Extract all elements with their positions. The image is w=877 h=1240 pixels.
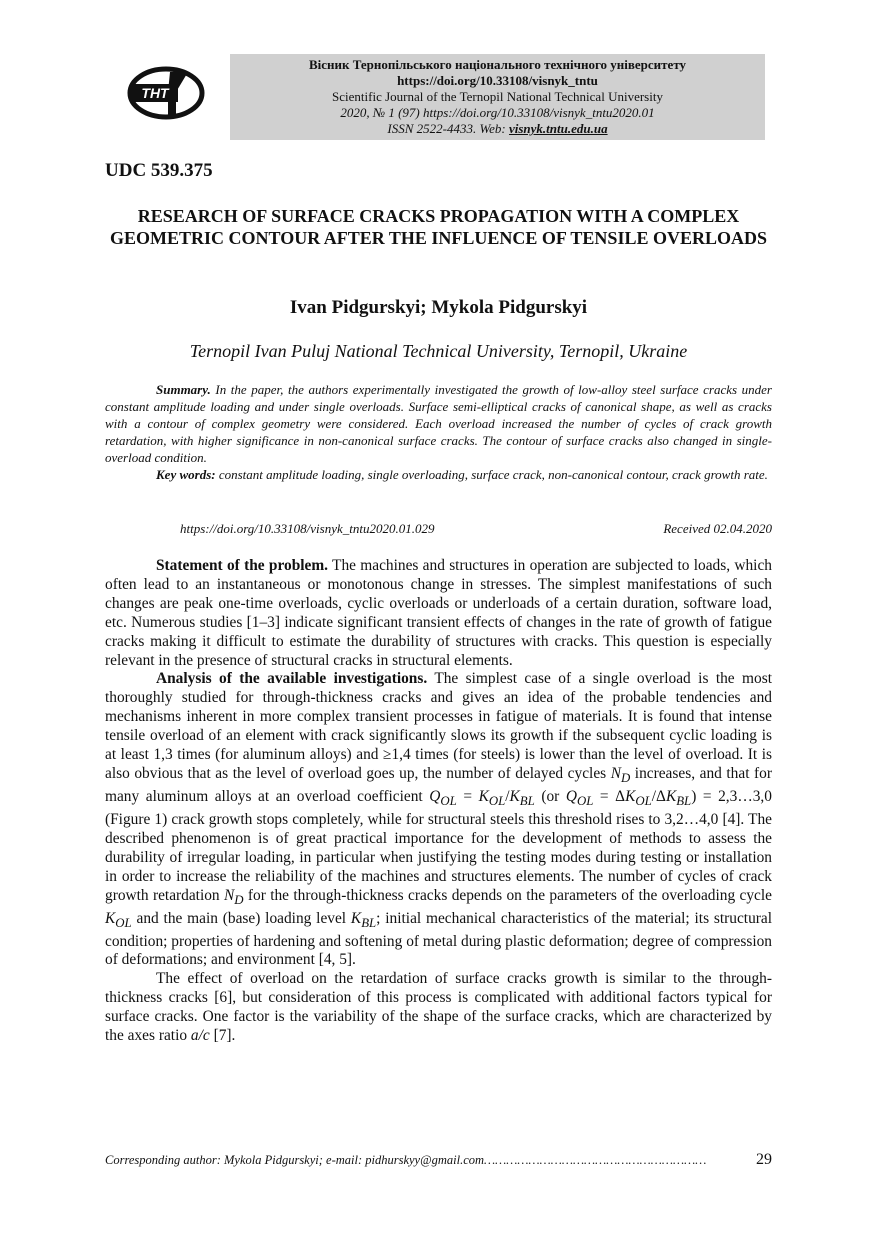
paragraph-text: The machines and structures in operation are subjected to loads, which often lead to an instantaneous or monotonous change in stresses. The simplest manifestations of such changes are peak one-time overloads, cyclic overloads or underloads of a certain duration, software load, etc. Numerous studies [1–3] indicate significant transient effects of changes in the rate of growth of fatigue cracks making it difficult to estimate the durability of structures with cracks. This question is especially relevant in the presence of structural cracks in structural elements. — [105, 557, 772, 669]
keywords-paragraph — [105, 466, 772, 483]
math-symbol: Q — [565, 787, 577, 805]
paper-title: RESEARCH OF SURFACE CRACKS PROPAGATION WITH A COMPLEX GEOMETRIC CONTOUR AFTER THE INFLUENCE OF TENSILE OVERLOADS — [110, 206, 767, 248]
udc-code: UDC 539.375 — [105, 160, 213, 181]
math-operator: / — [505, 787, 510, 805]
paragraph-problem — [105, 557, 772, 670]
paragraph-text: The effect of overload on the retardation of surface cracks growth is similar to the through-thickness cracks [6], but consideration of this process is complicated with additional factors typical for surface cracks. One factor is the variability of the shape of the surface cracks, which are characterized by the axes ratio — [105, 970, 772, 1045]
math-symbol: N — [610, 764, 621, 782]
math-subscript: BL — [361, 915, 377, 930]
paragraph-analysis — [105, 670, 772, 970]
corresponding-author: Corresponding author: Mykola Pidgurskyi; e-mail: pidhurskyy@gmail.com — [105, 1153, 485, 1167]
page-footer — [105, 1151, 772, 1169]
math-subscript: D — [620, 771, 631, 786]
abstract — [105, 381, 772, 483]
article-doi[interactable]: https://doi.org/10.33108/visnyk_tntu2020.01.029 — [180, 521, 435, 536]
issue-info: 2020, № 1 (97) https://doi.org/10.33108/visnyk_tntu2020.01 — [340, 105, 655, 120]
journal-website-link[interactable]: visnyk.tntu.edu.ua — [508, 121, 608, 136]
paragraph-text: [7]. — [209, 1027, 236, 1045]
affiliation: Ternopil Ivan Puluj National Technical University, Ternopil, Ukraine — [189, 341, 688, 361]
math-subscript: OL — [635, 794, 652, 809]
math-operator: / — [651, 787, 657, 805]
paragraph-text: The simplest case of a single overload is the most thoroughly studied for through-thickness cracks and gives an idea of the probable tendencies and mechanisms inherent in more complex transient processes in fatigue of materials. It is found that intense tensile overload of an element with crack significantly slows its growth if the subsequent cyclic loading is at least 1,3 times (for aluminum alloys) and ≥1,4 times (for steels) is lower than the level of overload. It is also obvious that as the level of overload goes up, the number of delayed cycles — [105, 670, 772, 782]
page-number: 29 — [756, 1151, 772, 1168]
math-operator: Δ — [615, 787, 626, 805]
math-symbol: K — [105, 909, 116, 927]
math-symbol: Q — [429, 787, 441, 805]
paragraph-text: for the through-thickness cracks depends on the parameters of the overloading cycle — [243, 886, 772, 904]
math-symbol: K — [509, 787, 520, 805]
summary-label: Summary. — [156, 382, 211, 397]
paragraph-text: and the main (base) loading level — [131, 909, 351, 927]
section-heading-analysis: Analysis of the available investigations. — [156, 670, 428, 688]
section-heading-problem: Statement of the problem. — [156, 557, 329, 574]
paragraph-text: (or — [534, 787, 566, 805]
received-date: Received 02.04.2020 — [663, 521, 772, 536]
math-symbol: K — [350, 909, 362, 927]
keywords-label: Key words: — [156, 467, 216, 482]
math-subscript: BL — [519, 794, 535, 809]
leader-dots: …………………………………………………… — [484, 1153, 707, 1167]
issn-text: ISSN 2522-4433. Web: — [387, 121, 509, 136]
math-subscript: OL — [488, 794, 506, 809]
math-symbol: K — [665, 787, 677, 805]
journal-name-en: Scientific Journal of the Ternopil National Technical University — [332, 89, 663, 104]
paragraph-effect — [105, 970, 772, 1046]
math-subscript: OL — [576, 794, 594, 809]
tntu-logo — [126, 62, 206, 124]
article-meta — [180, 521, 772, 537]
math-operator: Δ — [656, 787, 666, 805]
math-subscript: BL — [676, 794, 692, 809]
math-subscript: OL — [115, 915, 132, 930]
paragraph-text: increases, and that for many aluminum alloys at an overload coefficient — [105, 764, 772, 805]
math-symbol: N — [224, 886, 235, 904]
math-operator: = — [456, 787, 479, 805]
math-symbol: K — [625, 787, 636, 805]
math-operator: = — [593, 787, 616, 805]
journal-header — [230, 54, 765, 140]
math-subscript: D — [234, 892, 244, 907]
journal-doi[interactable]: https://doi.org/10.33108/visnyk_tntu — [397, 73, 598, 88]
math-symbol: a/c — [190, 1027, 210, 1045]
journal-name-ua: Вісник Тернопільського національного технічного університету — [308, 57, 687, 72]
summary-paragraph — [105, 381, 772, 466]
issn-line — [230, 121, 765, 137]
keywords-text: constant amplitude loading, single overloading, surface crack, non-canonical contour, crack growth rate. — [215, 467, 768, 482]
paper-authors: Ivan Pidgurskyi; Mykola Pidgurskyi — [289, 297, 588, 318]
body-text — [105, 557, 772, 1046]
math-subscript: OL — [440, 794, 457, 809]
paragraph-text: ) = 2,3…3,0 (Figure 1) crack growth stops completely, while for structural steels this threshold rises to 3,2…4,0 [4]. The described phenomenon is of great practical importance for the development of methods to assess the durability of irregular loading, in particular when justifying the testing modes during testing or installation in order to increase the reliability of the machines and structures elements. The number of cycles of crack growth retardation — [105, 787, 772, 904]
svg-text:ТНТ: ТНТ — [141, 85, 169, 101]
math-symbol: K — [478, 787, 489, 805]
paragraph-text: ; initial mechanical characteristics of the material; its structural condition; properties of hardening and softening of metal during plastic deformation; degree of compression of deformations; and environment [4, 5]. — [105, 909, 773, 969]
summary-text: In the paper, the authors experimentally investigated the growth of low-alloy steel surface cracks under constant amplitude loading and under single overloads. Surface semi-elliptical cracks of canonical shape, as well as cracks with a contour of complex geometry were considered. Each overload increased the number of cycles of crack growth retardation, with higher significance in non-canonical surface cracks. The contour of surface cracks also changed in single-overload condition. — [105, 382, 772, 465]
